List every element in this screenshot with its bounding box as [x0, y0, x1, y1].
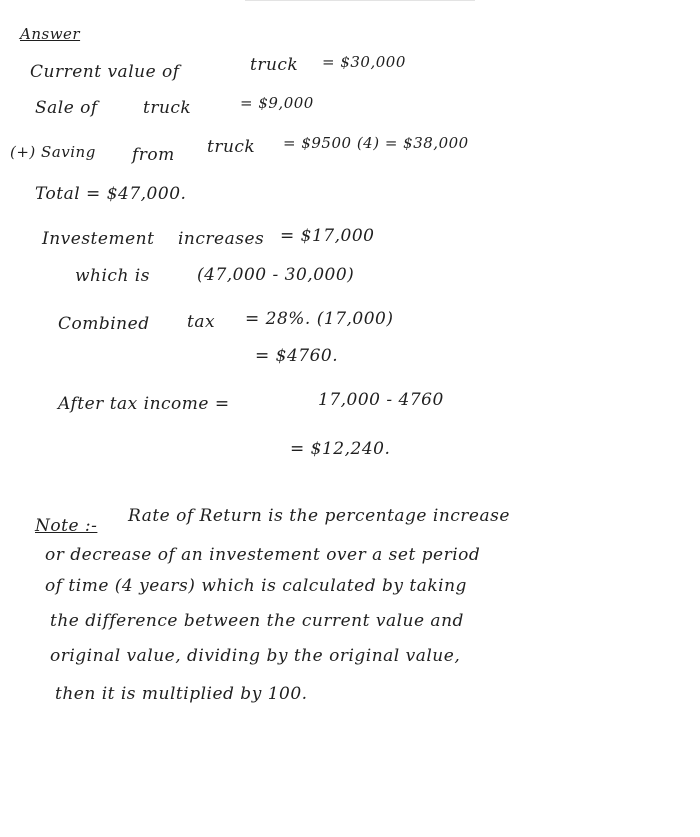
note-line: original value, dividing by the original value, — [50, 646, 461, 666]
saving-amount: = $9500 (4) = $38,000 — [283, 134, 469, 152]
investment-amount: = $17,000 — [280, 226, 375, 246]
note-line: Rate of Return is the percentage increase — [128, 506, 510, 526]
current-value-label: Current value of — [30, 62, 180, 82]
sale-amount: = $9,000 — [240, 94, 314, 112]
total-line: Total = $47,000. — [35, 184, 187, 204]
note-line: of time (4 years) which is calculated by taking — [45, 576, 467, 596]
note-line: or decrease of an investement over a set period — [45, 545, 481, 565]
tax-result: = $4760. — [255, 346, 339, 366]
investment-word: increases — [178, 229, 265, 249]
after-tax-result: = $12,240. — [290, 439, 391, 459]
current-value-item: truck — [250, 55, 299, 75]
note-line: the difference between the current value and — [50, 611, 464, 631]
top-divider — [245, 0, 475, 1]
answer-heading: Answer — [20, 25, 81, 43]
sale-label: Sale of — [35, 98, 98, 118]
tax-formula: = 28%. (17,000) — [245, 309, 394, 329]
saving-label: (+) Saving — [10, 143, 96, 161]
note-line: then it is multiplied by 100. — [55, 684, 308, 704]
saving-word: from — [132, 145, 175, 165]
after-tax-label: After tax income = — [58, 394, 230, 414]
investment-label: Investement — [42, 229, 155, 249]
saving-item: truck — [207, 137, 256, 157]
after-tax-formula: 17,000 - 4760 — [318, 390, 444, 410]
which-is-label: which is — [75, 266, 150, 286]
current-value-amount: = $30,000 — [322, 53, 406, 71]
note-label: Note :- — [35, 516, 98, 536]
combined-label: Combined — [58, 314, 150, 334]
which-is-value: (47,000 - 30,000) — [197, 265, 355, 285]
sale-item: truck — [143, 98, 192, 118]
tax-word: tax — [187, 312, 216, 332]
